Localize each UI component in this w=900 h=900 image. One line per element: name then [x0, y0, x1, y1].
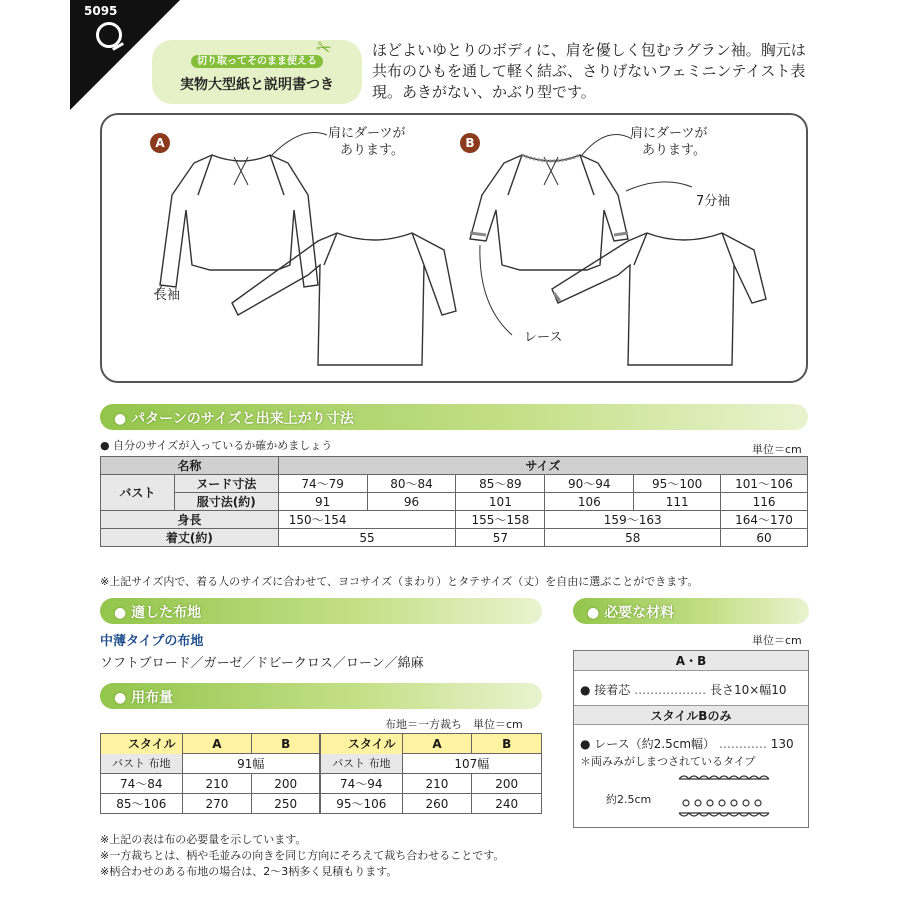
size-header: サイズ	[278, 457, 807, 475]
yardage-table-91	[100, 733, 320, 814]
yardage-note: 布地＝一方裁ち 単位＝cm	[385, 718, 523, 731]
brand-logo-icon	[96, 22, 122, 48]
size-check-note: ● 自分のサイズが入っているか確かめましょう	[100, 439, 333, 452]
garment-cell: 101	[456, 493, 545, 511]
width-107: 107幅	[402, 754, 541, 774]
lace-label: レース	[524, 330, 563, 345]
lace-note: ＊両みみがしまつされているタイプ	[580, 755, 756, 768]
bust-label: バスト	[112, 757, 146, 771]
yardage-section-header	[100, 683, 542, 709]
style-header: スタイル	[101, 734, 183, 754]
lace-material-label: ● レース（約2.5cm幅）	[580, 737, 716, 751]
bust-label: バスト	[332, 757, 366, 771]
yardage-footnote: ※柄合わせのある布地の場合は、2〜3柄多く見積もります。	[100, 865, 398, 878]
yardage-footnote: ※一方裁ちとは、柄や毛並みの向きを同じ方向にそろえて裁ち合わせることです。	[100, 849, 505, 862]
nude-cell: 101〜106	[721, 475, 808, 493]
badge-subtitle: 切り取ってそのまま使える	[191, 55, 323, 68]
fabric-section-title: ● 適した布地	[114, 605, 202, 621]
height-cell: 164〜170	[721, 511, 808, 529]
value-cell: 210	[182, 774, 252, 794]
size-table	[100, 456, 808, 547]
badge-title: 実物大型紙と説明書つき	[180, 77, 334, 93]
bust-label: バスト	[101, 475, 175, 511]
height-label: 身長	[101, 511, 279, 529]
garment-cell: 116	[721, 493, 808, 511]
length-cell: 58	[545, 529, 721, 547]
size-section-header	[100, 404, 808, 430]
value-cell: 250	[252, 794, 320, 814]
interfacing-value: 長さ10×幅10	[709, 683, 787, 697]
garment-label: 服寸法(約)	[174, 493, 278, 511]
value-cell: 200	[472, 774, 542, 794]
long-sleeve-label: 長袖	[154, 288, 181, 303]
materials-header-ab: A・B	[574, 651, 808, 671]
length-cell: 55	[278, 529, 456, 547]
lace-sample-icon	[674, 771, 774, 821]
lace-width-label: 約2.5cm	[606, 793, 652, 806]
garment-cell: 91	[278, 493, 367, 511]
height-cell: 150〜154	[278, 511, 456, 529]
materials-unit: 単位＝cm	[752, 634, 802, 647]
value-cell: 270	[182, 794, 252, 814]
col-a: A	[182, 734, 252, 754]
col-a: A	[402, 734, 472, 754]
value-cell: 200	[252, 774, 320, 794]
style-header: スタイル	[321, 734, 403, 754]
nude-label: ヌード寸法	[174, 475, 278, 493]
materials-box	[573, 650, 809, 828]
fabric-label: 布地	[368, 757, 391, 771]
materials-section-header	[573, 598, 809, 624]
col-b: B	[252, 734, 320, 754]
width-91: 91幅	[182, 754, 319, 774]
length-cell: 60	[721, 529, 808, 547]
height-cell: 155〜158	[456, 511, 545, 529]
value-cell: 240	[472, 794, 542, 814]
bust-cell: 74〜84	[101, 774, 183, 794]
size-footnote: ※上記サイズ内で、着る人のサイズに合わせて、ヨコサイズ（まわり）とタテサイズ（丈）を自由に選ぶことができます。	[100, 575, 699, 588]
interfacing-label: ● 接着芯	[580, 683, 631, 697]
height-cell: 159〜163	[545, 511, 721, 529]
nude-cell: 95〜100	[634, 475, 721, 493]
nude-cell: 90〜94	[545, 475, 634, 493]
nude-cell: 80〜84	[367, 475, 456, 493]
length-cell: 57	[456, 529, 545, 547]
bust-cell: 74〜94	[321, 774, 403, 794]
intro-text: ほどよいゆとりのボディに、肩を優しく包むラグラン袖。胸元は共布のひもを通して軽く結ぶ、さりげないフェミニンテイスト表現。あきがない、かぶり型です。	[372, 41, 806, 101]
nude-cell: 74〜79	[278, 475, 367, 493]
nude-cell: 85〜89	[456, 475, 545, 493]
pattern-code: 5095	[84, 4, 118, 18]
scissors-icon: ✂	[312, 36, 335, 61]
a-dart-note: 肩にダーツが あります。	[328, 126, 406, 158]
garment-cell: 106	[545, 493, 634, 511]
style-b-badge: B	[460, 133, 480, 153]
fabric-type: 中薄タイプの布地	[100, 634, 204, 649]
garment-cell: 111	[634, 493, 721, 511]
fabric-label: 布地	[148, 757, 171, 771]
lace-row: ● レース（約2.5cm幅） ………… 130	[580, 737, 794, 751]
materials-header-b: スタイルBのみ	[574, 705, 808, 725]
size-unit: 単位＝cm	[752, 443, 802, 456]
style-a-badge: A	[150, 133, 170, 153]
b-dart-note: 肩にダーツが あります。	[630, 126, 708, 158]
fabric-section-header	[100, 598, 542, 624]
bust-cell: 85〜106	[101, 794, 183, 814]
name-header: 名称	[101, 457, 279, 475]
bust-cell: 95〜106	[321, 794, 403, 814]
garment-cell: 96	[367, 493, 456, 511]
yardage-table-107	[320, 733, 542, 814]
yardage-section-title: ● 用布量	[114, 690, 174, 706]
size-section-title: ● パターンのサイズと出来上がり寸法	[114, 411, 354, 427]
materials-section-title: ● 必要な材料	[587, 605, 675, 621]
value-cell: 260	[402, 794, 472, 814]
lace-value: 130	[770, 737, 794, 751]
interfacing-row: ● 接着芯 ……………… 長さ10×幅10	[580, 683, 787, 697]
fabric-list: ソフトブロード／ガーゼ／ドビークロス／ローン／綿麻	[100, 656, 424, 671]
col-b: B	[472, 734, 542, 754]
garment-illustration-panel	[100, 113, 808, 383]
three-quarter-sleeve-label: 7分袖	[696, 194, 731, 209]
value-cell: 210	[402, 774, 472, 794]
length-label: 着丈(約)	[101, 529, 279, 547]
yardage-footnote: ※上記の表は布の必要量を示しています。	[100, 833, 307, 846]
